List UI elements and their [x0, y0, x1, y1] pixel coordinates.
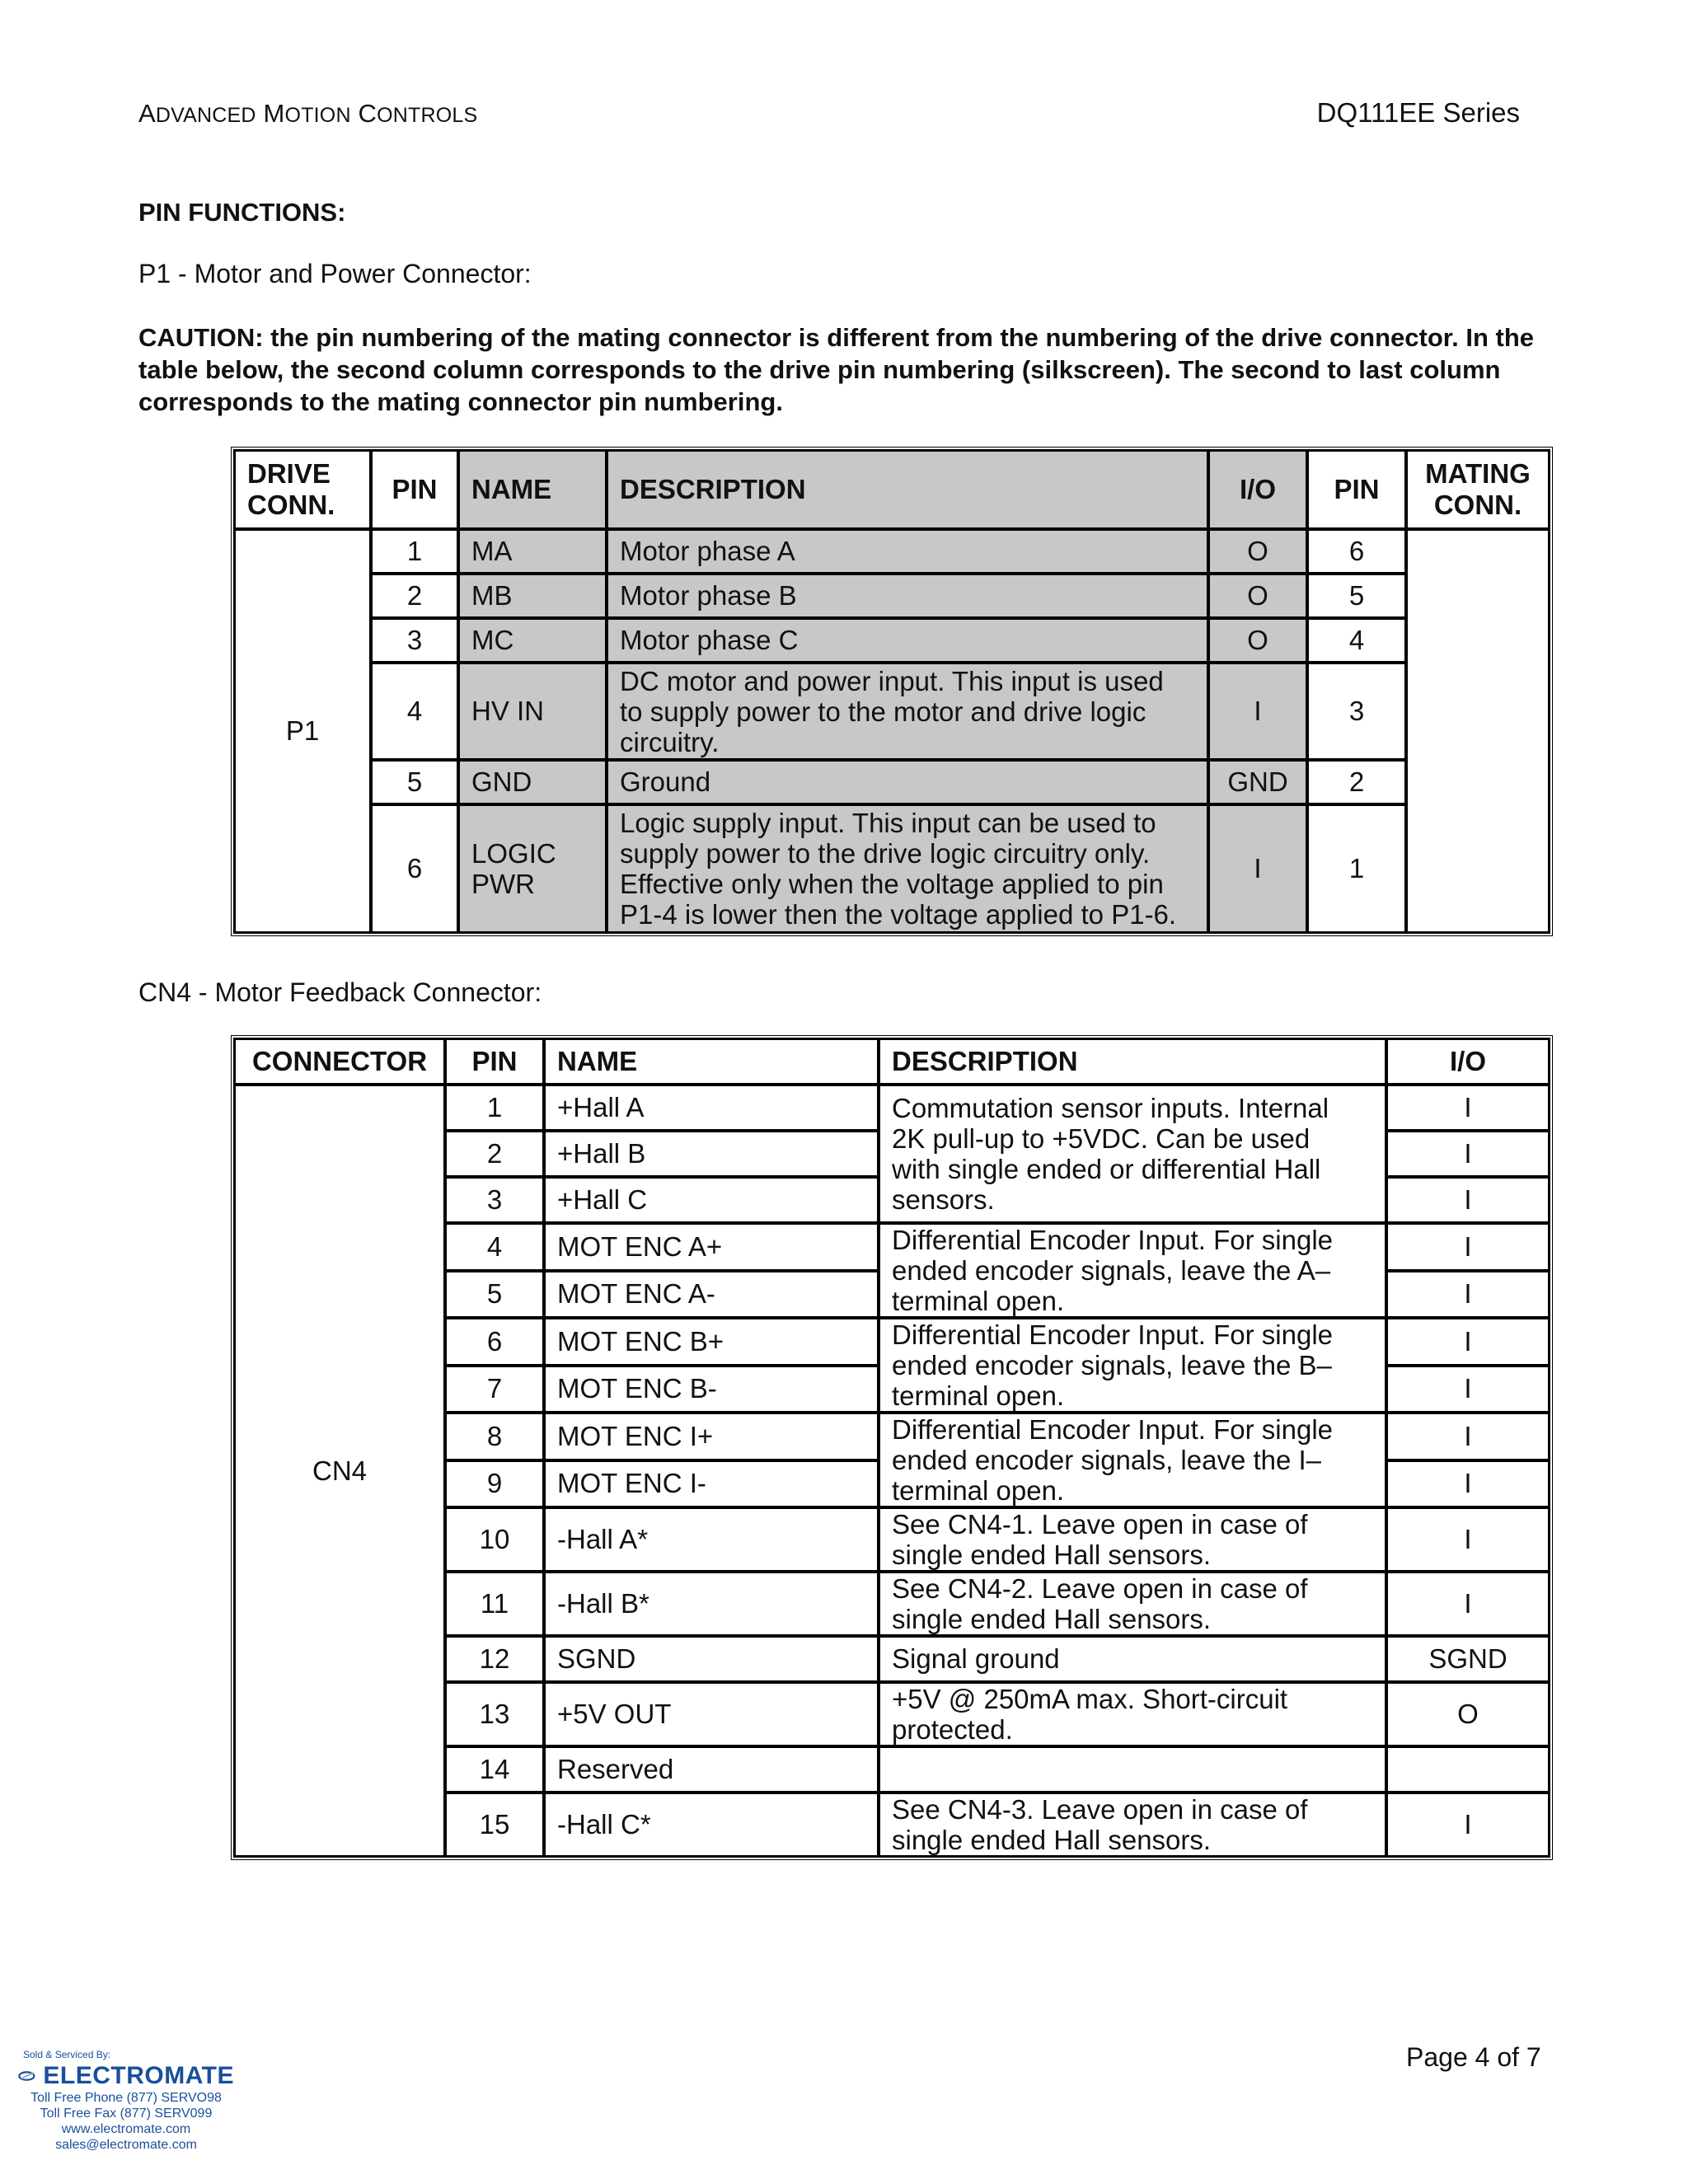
io-cell: I	[1386, 1223, 1550, 1271]
name-cell: MA	[458, 529, 607, 574]
header-io: I/O	[1386, 1038, 1550, 1085]
pin-cell: 10	[445, 1507, 544, 1572]
description-cell: See CN4-1. Leave open in case of single ended Hall sensors.	[879, 1507, 1386, 1572]
io-cell: I	[1208, 804, 1307, 933]
name-cell: -Hall A*	[544, 1507, 879, 1572]
pin-cell: 6	[445, 1318, 544, 1366]
io-cell: I	[1386, 1572, 1550, 1636]
description-cell: See CN4-2. Leave open in case of single ended Hall sensors.	[879, 1572, 1386, 1636]
io-cell: I	[1386, 1085, 1550, 1131]
io-cell: I	[1386, 1131, 1550, 1177]
description-cell: See CN4-3. Leave open in case of single ended Hall sensors.	[879, 1793, 1386, 1857]
pin-cell: 14	[445, 1746, 544, 1793]
name-cell: +Hall A	[544, 1085, 879, 1131]
name-cell: MOT ENC A-	[544, 1271, 879, 1319]
page-number: Page 4 of 7	[1406, 2042, 1541, 2072]
description-cell: Differential Encoder Input. For single ended encoder signals, leave the I– terminal open.	[879, 1413, 1386, 1507]
pin-cell: 6	[371, 804, 458, 933]
table-row	[234, 760, 1550, 804]
name-cell: MOT ENC B-	[544, 1366, 879, 1413]
io-cell: I	[1386, 1366, 1550, 1413]
description-cell	[879, 1746, 1386, 1793]
io-cell: O	[1208, 574, 1307, 618]
name-cell: MOT ENC I-	[544, 1460, 879, 1508]
name-cell: -Hall B*	[544, 1572, 879, 1636]
io-cell: I	[1386, 1460, 1550, 1508]
mating-pin-cell: 3	[1307, 663, 1406, 760]
mating-pin-cell: 4	[1307, 618, 1406, 663]
pin-cell: 9	[445, 1460, 544, 1508]
header-mating-pin: PIN	[1307, 450, 1406, 529]
name-cell: GND	[458, 760, 607, 804]
table-row	[234, 574, 1550, 618]
pin-cell: 2	[371, 574, 458, 618]
name-cell: +Hall B	[544, 1131, 879, 1177]
io-cell: O	[1386, 1682, 1550, 1746]
mating-conn-cell	[1406, 529, 1550, 933]
series-name: DQ111EE Series	[1316, 97, 1520, 128]
company-name: ADVANCED MOTION CONTROLS	[138, 99, 478, 128]
header-io: I/O	[1208, 450, 1307, 529]
name-cell: MC	[458, 618, 607, 663]
pin-cell: 1	[371, 529, 458, 574]
cn4-pin-table	[231, 1035, 1553, 1860]
name-cell: LOGIC PWR	[458, 804, 607, 933]
header-name: NAME	[544, 1038, 879, 1085]
mating-pin-cell: 1	[1307, 804, 1406, 933]
p1-pin-table	[231, 447, 1553, 936]
brand-name: ELECTROMATE	[43, 2062, 234, 2089]
mating-pin-cell: 2	[1307, 760, 1406, 804]
pin-cell: 1	[445, 1085, 544, 1131]
io-cell: I	[1386, 1507, 1550, 1572]
header-pin: PIN	[371, 450, 458, 529]
description-cell: DC motor and power input. This input is used to supply power to the motor and drive logic circuitry.	[607, 663, 1208, 760]
mating-pin-cell: 6	[1307, 529, 1406, 574]
io-cell: O	[1208, 618, 1307, 663]
io-cell: I	[1386, 1793, 1550, 1857]
electromate-swoosh-icon	[18, 2063, 36, 2089]
caution-text: CAUTION: the pin numbering of the mating connector is different from the numbering of the drive connector. In the table below, the second column corresponds to the drive pin numbering (silkscreen). The second to last column corresponds to the mating connector pin numbering.	[138, 323, 1534, 416]
fax-number: Toll Free Fax (877) SERV099	[40, 2107, 213, 2121]
header-mating-conn: MATING CONN.	[1406, 450, 1550, 529]
pin-cell: 3	[445, 1177, 544, 1223]
name-cell: Reserved	[544, 1746, 879, 1793]
header-name: NAME	[458, 450, 607, 529]
electromate-logo	[18, 2049, 234, 2153]
pin-cell: 12	[445, 1636, 544, 1682]
description-cell: Differential Encoder Input. For single ended encoder signals, leave the A– terminal open.	[879, 1223, 1386, 1318]
name-cell: MOT ENC A+	[544, 1223, 879, 1271]
name-cell: MOT ENC I+	[544, 1413, 879, 1460]
pin-cell: 13	[445, 1682, 544, 1746]
header-description: DESCRIPTION	[607, 450, 1208, 529]
description-cell: Differential Encoder Input. For single ended encoder signals, leave the B– terminal open.	[879, 1318, 1386, 1413]
io-cell: I	[1386, 1177, 1550, 1223]
name-cell: -Hall C*	[544, 1793, 879, 1857]
description-cell: Commutation sensor inputs. Internal 2K pull-up to +5VDC. Can be used with single ended or differential Hall sensors.	[879, 1085, 1386, 1223]
name-cell: HV IN	[458, 663, 607, 760]
pin-cell: 15	[445, 1793, 544, 1857]
pin-cell: 3	[371, 618, 458, 663]
description-cell: Ground	[607, 760, 1208, 804]
io-cell: I	[1208, 663, 1307, 760]
email-link[interactable]: sales@electromate.com	[55, 2138, 197, 2152]
mating-pin-cell: 5	[1307, 574, 1406, 618]
header-description: DESCRIPTION	[879, 1038, 1386, 1085]
table-row	[234, 1085, 1550, 1131]
io-cell: GND	[1208, 760, 1307, 804]
p1-title: P1 - Motor and Power Connector:	[138, 259, 532, 288]
pin-cell: 4	[445, 1223, 544, 1271]
pin-cell: 5	[445, 1271, 544, 1319]
website-link[interactable]: www.electromate.com	[61, 2122, 191, 2136]
name-cell: MB	[458, 574, 607, 618]
connector-cell: CN4	[234, 1085, 445, 1857]
name-cell: +Hall C	[544, 1177, 879, 1223]
header-pin: PIN	[445, 1038, 544, 1085]
table-row	[234, 618, 1550, 663]
pin-cell: 2	[445, 1131, 544, 1177]
connector-cell: P1	[234, 529, 371, 933]
table-row	[234, 804, 1550, 933]
phone-number: Toll Free Phone (877) SERVO98	[30, 2091, 222, 2105]
table-row	[234, 663, 1550, 760]
io-cell: I	[1386, 1271, 1550, 1319]
io-cell: I	[1386, 1318, 1550, 1366]
io-cell: I	[1386, 1413, 1550, 1460]
name-cell: +5V OUT	[544, 1682, 879, 1746]
table-row	[234, 529, 1550, 574]
io-cell	[1386, 1746, 1550, 1793]
pin-cell: 11	[445, 1572, 544, 1636]
pin-cell: 7	[445, 1366, 544, 1413]
sold-by-label: Sold & Serviced By:	[23, 2049, 111, 2060]
description-cell: +5V @ 250mA max. Short-circuit protected.	[879, 1682, 1386, 1746]
description-cell: Motor phase A	[607, 529, 1208, 574]
pin-cell: 4	[371, 663, 458, 760]
header-connector: CONNECTOR	[234, 1038, 445, 1085]
header-drive-conn: DRIVE CONN.	[234, 450, 371, 529]
section-title: PIN FUNCTIONS:	[138, 198, 346, 227]
pin-cell: 5	[371, 760, 458, 804]
description-cell: Motor phase C	[607, 618, 1208, 663]
description-cell: Motor phase B	[607, 574, 1208, 618]
description-cell: Logic supply input. This input can be used to supply power to the drive logic circuitry only. Effective only when the voltage applied to pin P1-4 is lower then the voltage applied to P1-6.	[607, 804, 1208, 933]
pin-cell: 8	[445, 1413, 544, 1460]
description-cell: Signal ground	[879, 1636, 1386, 1682]
io-cell: SGND	[1386, 1636, 1550, 1682]
name-cell: MOT ENC B+	[544, 1318, 879, 1366]
cn4-title: CN4 - Motor Feedback Connector:	[138, 977, 542, 1007]
name-cell: SGND	[544, 1636, 879, 1682]
io-cell: O	[1208, 529, 1307, 574]
